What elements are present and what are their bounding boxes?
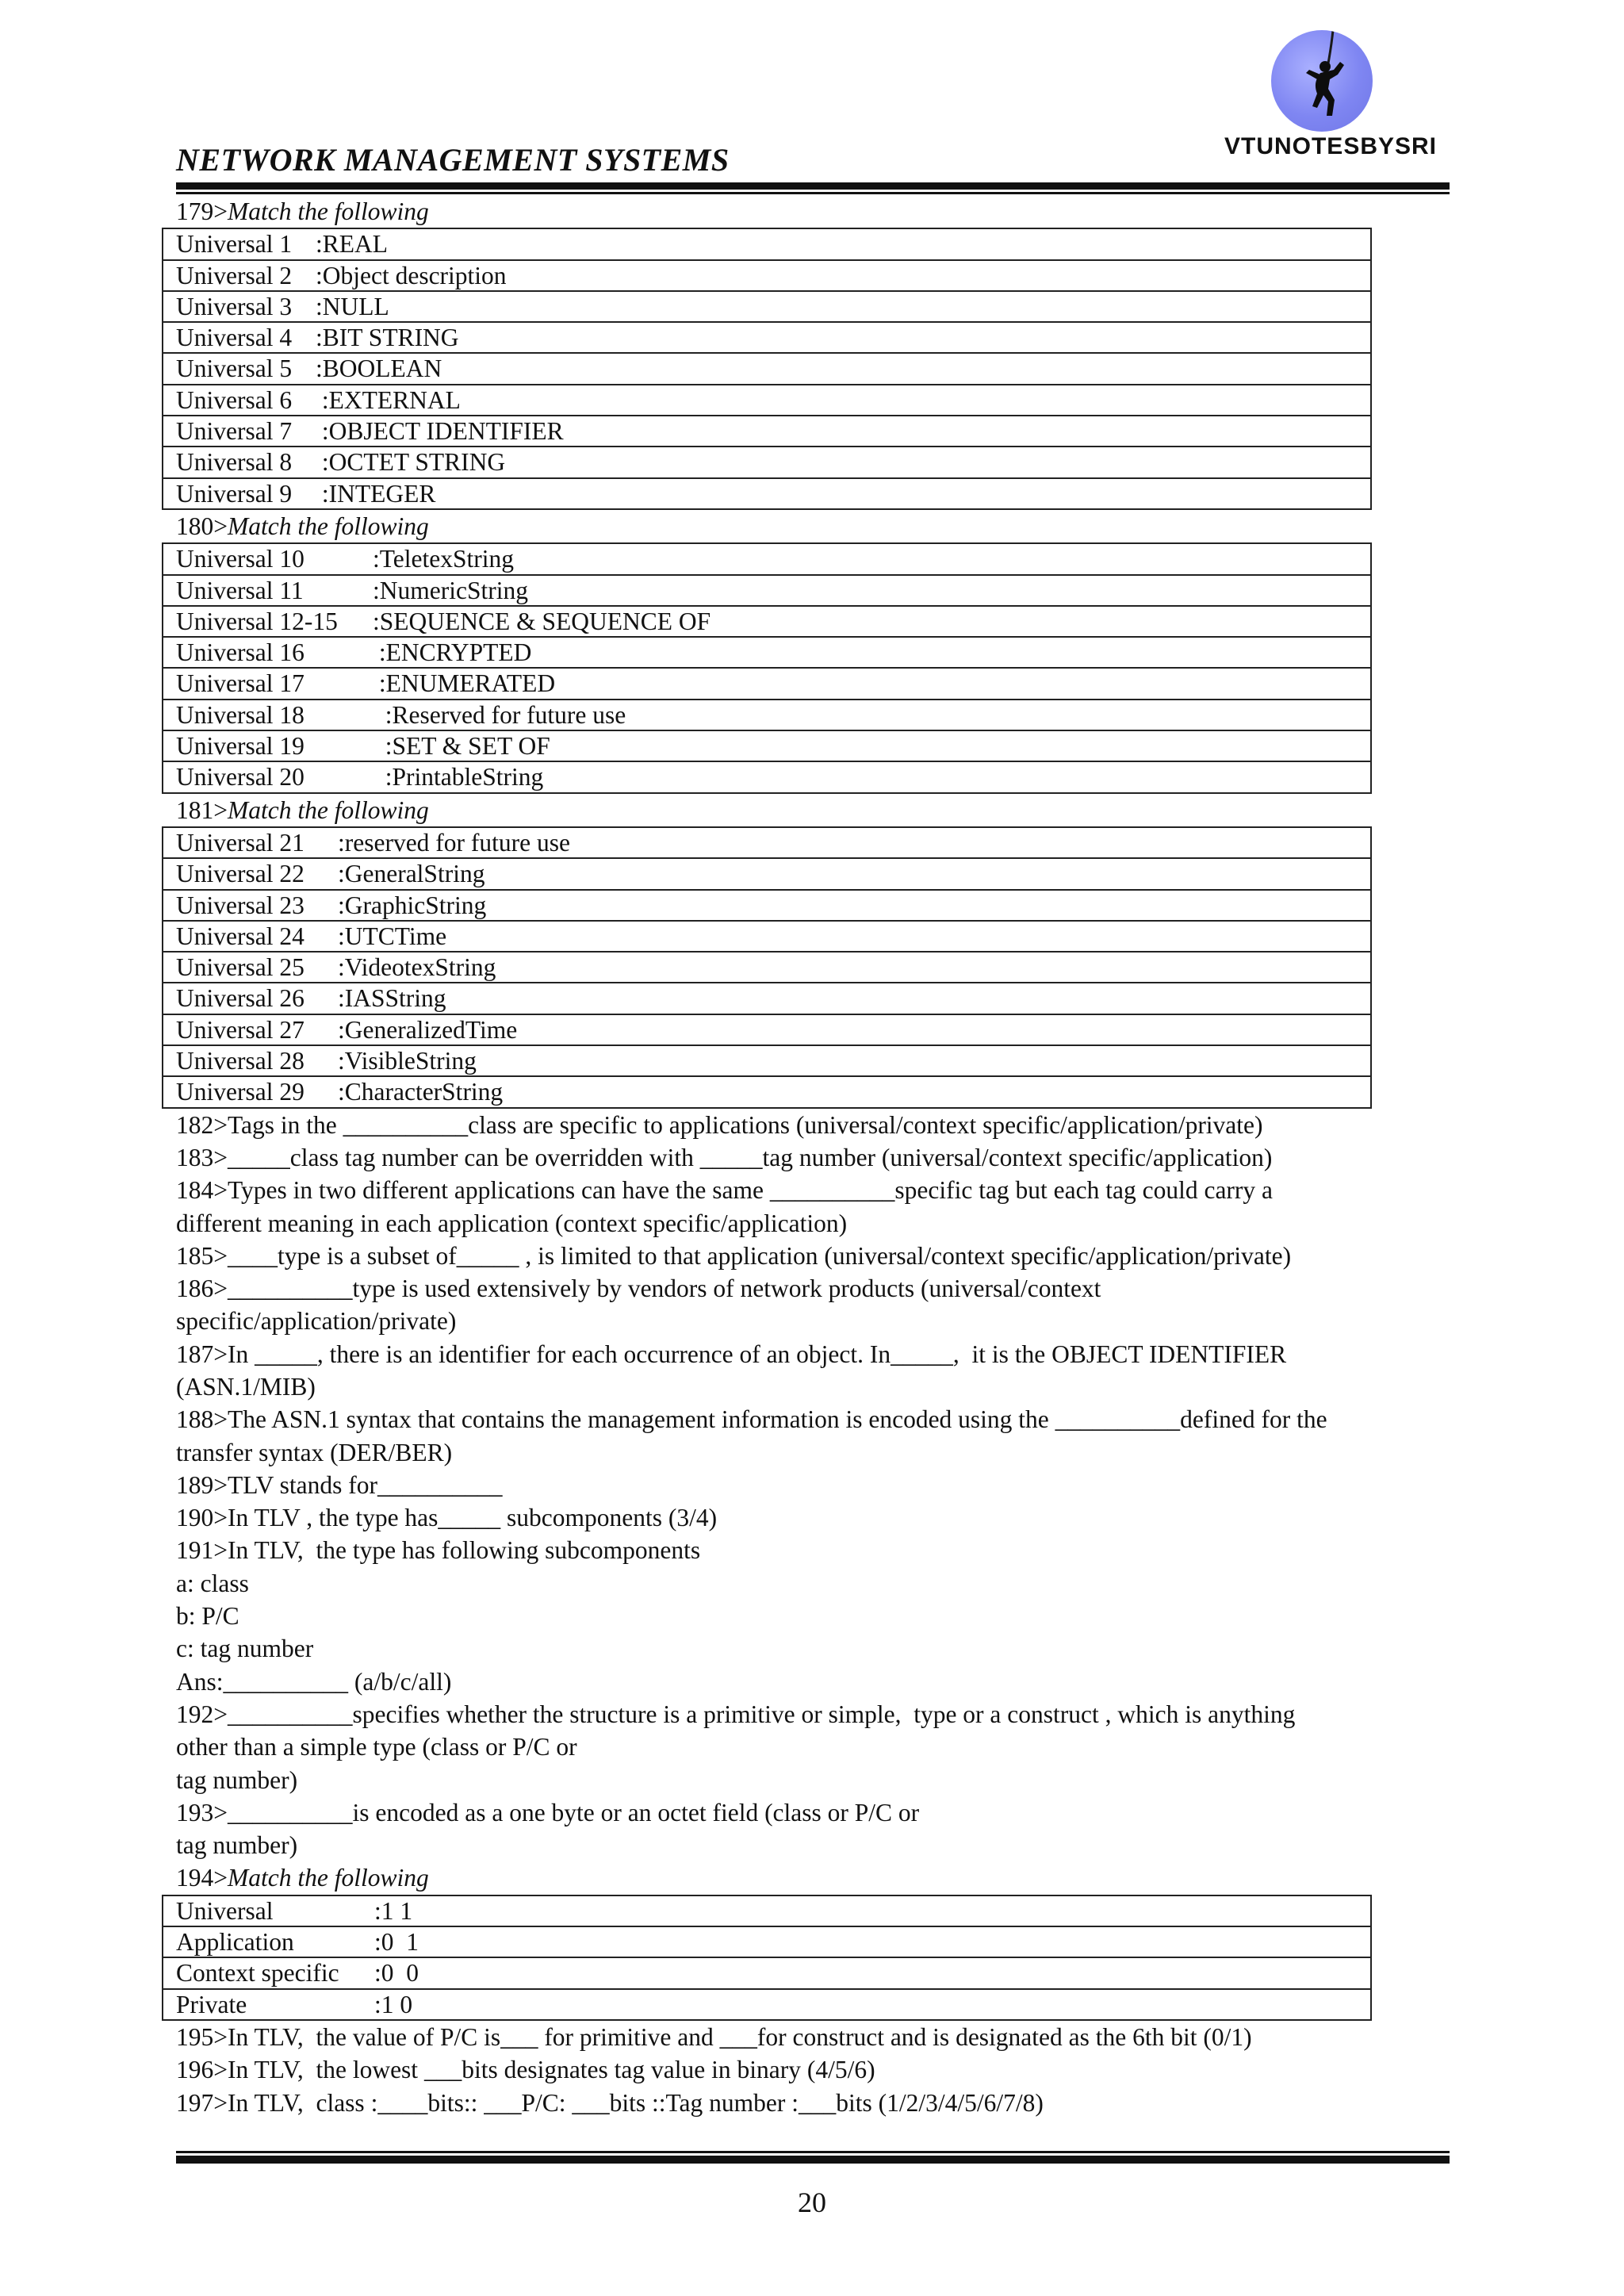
question-185: 185>____type is a subset of_____ , is limited to that application (universal/context specific/application/private)	[176, 1241, 1292, 1270]
table-row: Universal 21 :reserved for future use	[163, 827, 1371, 858]
table-row: Universal 19 :SET & SET OF	[163, 730, 1371, 761]
question-196: 196>In TLV, the lowest ___bits designates tag value in binary (4/5/6)	[176, 2056, 875, 2084]
table-row: Universal 26 :IASString	[163, 983, 1371, 1014]
question-197: 197>In TLV, class :____bits:: ___P/C: ___bits ::Tag number :___bits (1/2/3/4/5/6/7/8)	[176, 2088, 1044, 2117]
table-row: Universal 16 :ENCRYPTED	[163, 637, 1371, 668]
question-186-line-2: specific/application/private)	[176, 1307, 457, 1336]
footer-rule-thin	[176, 2151, 1450, 2153]
question-193-line-2: tag number)	[176, 1831, 298, 1860]
table-row: Universal 11 :NumericString	[163, 575, 1371, 606]
question-186-line-1: 186>__________type is used extensively by vendors of network products (universal/context	[176, 1274, 1101, 1303]
page-number: 20	[798, 2187, 826, 2218]
table-row: Universal 28 :VisibleString	[163, 1045, 1371, 1076]
question-183: 183>_____class tag number can be overridden with _____tag number (universal/context specific/application)	[176, 1143, 1273, 1171]
table-row: Universal 6 :EXTERNAL	[163, 385, 1371, 416]
question-190: 190>In TLV , the type has_____ subcomponents (3/4)	[176, 1504, 718, 1532]
table-row: Private :1 0	[163, 1989, 1371, 2020]
table-row: Universal 12-15 :SEQUENCE & SEQUENCE OF	[163, 606, 1371, 637]
question-188-line-2: transfer syntax (DER/BER)	[176, 1438, 453, 1466]
match-table-179	[162, 228, 1372, 510]
question-182: 182>Tags in the __________class are specific to applications (universal/context specific/application/private)	[176, 1110, 1263, 1139]
question-191: 191>In TLV, the type has following subcomponents	[176, 1536, 701, 1565]
table-row: Universal 10 :TeletexString	[163, 543, 1371, 574]
question-192-line-1: 192>__________specifies whether the structure is a primitive or simple, type or a construct , which is anything	[176, 1700, 1296, 1728]
header-rule	[176, 182, 1450, 190]
table-row: Universal 27 :GeneralizedTime	[163, 1014, 1371, 1045]
question-191-option-b: b: P/C	[176, 1602, 239, 1631]
question-191-option-c: c: tag number	[176, 1635, 314, 1663]
table-row: Application :0 1	[163, 1926, 1371, 1957]
table-row: Universal 9 :INTEGER	[163, 478, 1371, 509]
match-table-181	[162, 826, 1372, 1109]
question-180-heading: 180>Match the following	[176, 512, 429, 540]
climber-logo-icon	[1271, 30, 1373, 132]
logo-text: VTUNOTESBYSRI	[1224, 133, 1438, 159]
table-row: Universal 23 :GraphicString	[163, 890, 1371, 921]
question-192-line-3: tag number)	[176, 1765, 298, 1794]
header-rule-thin	[176, 192, 1450, 194]
table-row: Universal 3 :NULL	[163, 291, 1371, 322]
question-194-heading: 194>Match the following	[176, 1864, 429, 1892]
question-188-line-1: 188>The ASN.1 syntax that contains the management information is encoded using the __________defined for the	[176, 1405, 1327, 1434]
page-content	[176, 195, 1453, 2119]
table-row: Universal 25 :VideotexString	[163, 952, 1371, 983]
table-row: Universal 29 :CharacterString	[163, 1076, 1371, 1107]
question-192-line-2: other than a simple type (class or P/C or	[176, 1733, 577, 1761]
question-179-heading: 179>Match the following	[176, 197, 429, 225]
question-187-line-2: (ASN.1/MIB)	[176, 1372, 316, 1401]
table-row: Universal 4 :BIT STRING	[163, 322, 1371, 353]
table-row: Universal 22 :GeneralString	[163, 858, 1371, 889]
question-184-line-1: 184>Types in two different applications can have the same __________specific tag but each tag could carry a	[176, 1176, 1274, 1205]
footer-rule	[176, 2156, 1450, 2164]
question-195: 195>In TLV, the value of P/C is___ for primitive and ___for construct and is designated as the 6th bit (0/1)	[176, 2022, 1252, 2051]
match-table-180	[162, 542, 1372, 793]
page-header-title: NETWORK MANAGEMENT SYSTEMS	[176, 142, 730, 178]
table-row: Universal 1 :REAL	[163, 228, 1371, 259]
table-row: Universal 8 :OCTET STRING	[163, 447, 1371, 477]
question-193-line-1: 193>__________is encoded as a one byte or an octet field (class or P/C or	[176, 1798, 920, 1826]
question-184-line-2: different meaning in each application (context specific/application)	[176, 1209, 848, 1237]
table-row: Universal 17 :ENUMERATED	[163, 668, 1371, 699]
table-row: Universal 20 :PrintableString	[163, 761, 1371, 792]
table-row: Universal 18 :Reserved for future use	[163, 700, 1371, 730]
question-187-line-1: 187>In _____, there is an identifier for each occurrence of an object. In_____, it is the OBJECT IDENTIFIER	[176, 1340, 1287, 1368]
match-table-194	[162, 1895, 1372, 2021]
table-row: Universal 5 :BOOLEAN	[163, 353, 1371, 384]
question-189: 189>TLV stands for__________	[176, 1470, 503, 1499]
table-row: Universal 24 :UTCTime	[163, 921, 1371, 952]
question-181-heading: 181>Match the following	[176, 795, 429, 824]
table-row: Universal 2 :Object description	[163, 260, 1371, 291]
question-191-answer: Ans:__________ (a/b/c/all)	[176, 1667, 452, 1696]
question-191-option-a: a: class	[176, 1569, 249, 1597]
table-row: Universal 7 :OBJECT IDENTIFIER	[163, 416, 1371, 447]
table-row: Context specific :0 0	[163, 1957, 1371, 1988]
table-row: Universal :1 1	[163, 1895, 1371, 1926]
